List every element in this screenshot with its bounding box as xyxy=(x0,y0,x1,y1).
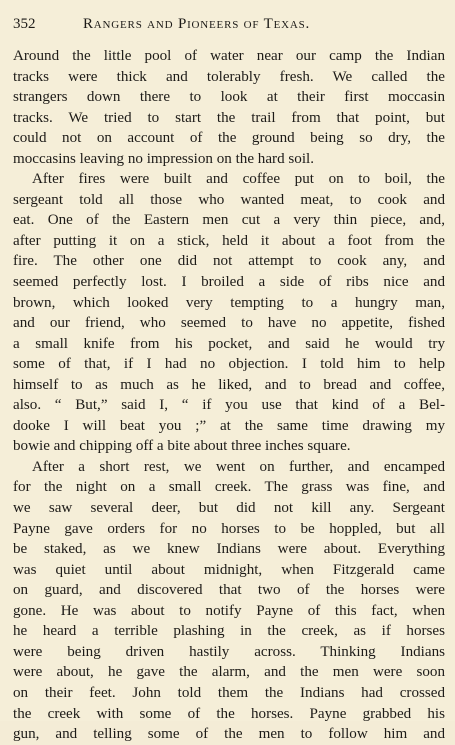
text-line: fire. The other one did not attempt to cook any, and xyxy=(13,253,445,270)
text-line: After a short rest, we went on further, and encamped xyxy=(32,458,445,475)
text-line: Around the little pool of water near our camp the Indian xyxy=(13,48,445,64)
text-line: seemed perfectly lost. I broiled a side of ribs nice and xyxy=(13,274,445,291)
running-title: Rangers and Pioneers of Texas. xyxy=(83,16,311,32)
text-line: on their feet. John told them the Indians had crossed xyxy=(13,684,445,701)
paragraph xyxy=(13,46,445,169)
body-text xyxy=(13,46,445,745)
text-line: strangers down there to look at their first moccasin xyxy=(13,89,445,106)
text-line: tracks. We tried to start the trail from that point, but xyxy=(13,109,445,126)
text-line: be staked, as we knew Indians were about. Everything xyxy=(13,541,445,558)
text-line: was quiet until about midnight, when Fitzgerald came xyxy=(13,561,445,578)
text-line: gone. He was about to notify Payne of this fact, when xyxy=(13,602,445,619)
text-line: moccasins leaving no impression on the hard soil. xyxy=(13,150,314,167)
text-line: brown, which looked very tempting to a hungry man, xyxy=(13,294,445,311)
text-line: sergeant told all those who wanted meat, to cook and xyxy=(13,191,445,208)
text-line: the creek with some of the horses. Payne grabbed his xyxy=(13,705,445,722)
text-line: tracks were thick and tolerably fresh. We called the xyxy=(13,68,445,85)
text-line: some of that, if I had no objection. I told him to help xyxy=(13,356,445,373)
paragraph xyxy=(13,457,445,745)
text-line: After fires were built and coffee put on to boil, the xyxy=(32,171,445,188)
text-line: could not on account of the ground being so dry, the xyxy=(13,130,445,147)
text-line: after putting it on a stick, held it about a foot from the xyxy=(13,232,445,249)
text-line: he heard a terrible plashing in the creek, as if horses xyxy=(13,623,445,640)
text-line: we saw several deer, but did not kill any. Sergeant xyxy=(13,500,445,517)
text-line: on guard, and discovered that two of the horses were xyxy=(13,582,445,599)
text-line: Payne gave orders for no horses to be hoppled, but all xyxy=(13,520,445,537)
text-line: gun, and telling some of the men to follow him and xyxy=(13,726,445,743)
text-line: were being driven hastily across. Thinking Indians xyxy=(13,643,445,660)
page-number: 352 xyxy=(13,16,36,32)
text-line: and our friend, who seemed to have no appetite, fished xyxy=(13,315,445,332)
text-line: also. “ But,” said I, “ if you use that kind of a Bel- xyxy=(13,397,445,414)
text-line: were about, he gave the alarm, and the men were soon xyxy=(13,664,445,681)
text-line: himself to as much as he liked, and to bread and coffee, xyxy=(13,376,445,393)
text-line: a small knife from his pocket, and said he would try xyxy=(13,335,445,352)
text-line: bowie and chipping off a bite about three inches square. xyxy=(13,438,351,455)
running-head xyxy=(13,14,445,36)
text-line: for the night on a small creek. The grass was fine, and xyxy=(13,479,445,496)
paragraph xyxy=(13,169,445,457)
text-line: dooke I will beat you ;” at the same time drawing my xyxy=(13,417,445,434)
text-line: eat. One of the Eastern men cut a very thin piece, and, xyxy=(13,212,445,229)
